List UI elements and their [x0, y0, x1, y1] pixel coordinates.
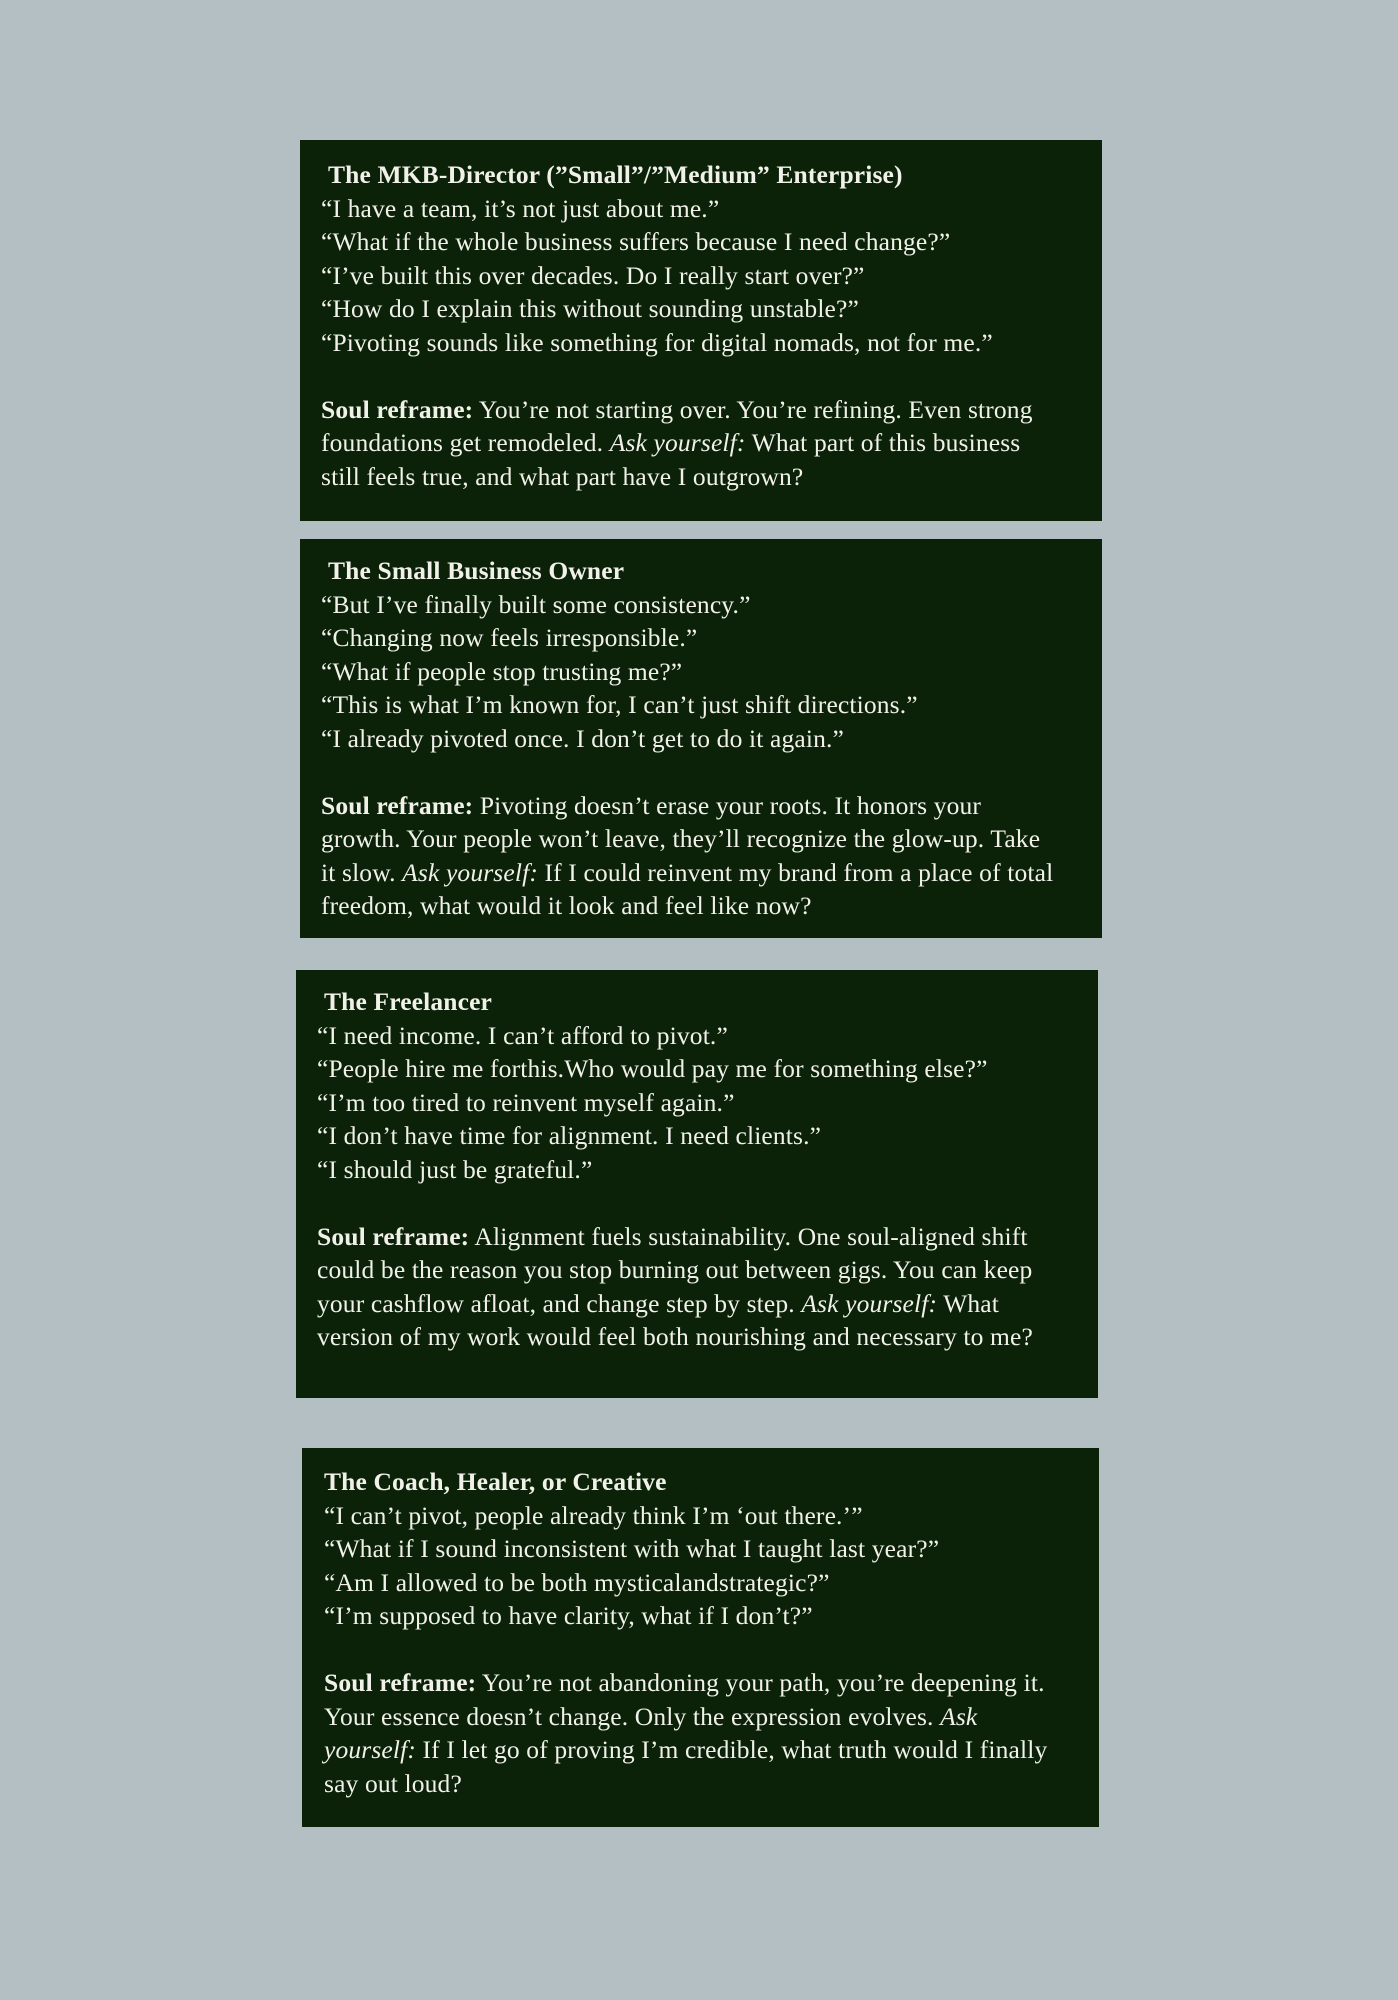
- quote-line: “I have a team, it’s not just about me.”: [321, 193, 720, 223]
- card-title: The MKB-Director (”Small”/”Medium” Enterprise): [328, 160, 903, 189]
- quote-line: “People hire me forthis.Who would pay me for something else?”: [317, 1054, 988, 1083]
- ask-yourself-label: Ask yourself:: [801, 1288, 938, 1318]
- card-title: The Freelancer: [324, 987, 493, 1016]
- quote-line: “This is what I’m known for, I can’t just shift directions.”: [321, 690, 918, 719]
- ask-yourself-text: What part of this business still feels true, and what part have I outgrown?: [321, 428, 1021, 491]
- quote-line: “I’m too tired to reinvent myself again.”: [317, 1087, 735, 1117]
- quote-line: “What if I sound inconsistent with what I taught last year?”: [324, 1534, 940, 1563]
- quote-line: “I need income. I can’t afford to pivot.”: [317, 1020, 728, 1050]
- card-small-business-owner: [300, 539, 1102, 938]
- card-title: The Coach, Healer, or Creative: [324, 1467, 667, 1496]
- reframe-text: Pivoting doesn’t erase your roots. It honors your growth. Your people won’t leave, they’ll recognize the glow-up. Take it slow.: [321, 790, 1041, 887]
- reframe-text: Alignment fuels sustainability. One soul-aligned shift could be the reason you stop burning out between gigs. You can keep your cashflow afloat, and change step by step.: [317, 1221, 1033, 1318]
- ask-yourself-label: Ask yourself:: [609, 428, 746, 457]
- quote-line: “What if people stop trusting me?”: [321, 656, 683, 686]
- quote-line: “I should just be grateful.”: [317, 1154, 593, 1184]
- reframe-label: Soul reframe:: [324, 1668, 477, 1697]
- ask-yourself-text: If I could reinvent my brand from a place of total freedom, what would it look and feel like now?: [321, 857, 1054, 920]
- ask-yourself-label: Ask yourself:: [324, 1701, 978, 1764]
- card-freelancer: [296, 970, 1098, 1398]
- soul-reframe: [324, 1666, 1074, 1800]
- quote-line: “I already pivoted once. I don’t get to do it again.”: [321, 723, 844, 753]
- reframe-label: Soul reframe:: [317, 1221, 470, 1251]
- reframe-label: Soul reframe:: [321, 790, 474, 820]
- quote-line: “Changing now feels irresponsible.”: [321, 623, 698, 652]
- quote-line: “But I’ve finally built some consistency.”: [321, 589, 751, 619]
- quote-line: “Pivoting sounds like something for digital nomads, not for me.”: [321, 327, 993, 357]
- card-title: The Small Business Owner: [328, 556, 625, 585]
- reframe-text: You’re not abandoning your path, you’re deepening it. Your essence doesn’t change. Only the expression evolves.: [324, 1668, 1045, 1731]
- reframe-label: Soul reframe:: [321, 394, 474, 424]
- soul-reframe: [317, 1220, 1077, 1354]
- quote-line: “How do I explain this without sounding unstable?”: [321, 294, 859, 323]
- ask-yourself-text: If I let go of proving I’m credible, what truth would I finally say out loud?: [324, 1735, 1048, 1798]
- quote-line: “What if the whole business suffers because I need change?”: [321, 227, 951, 256]
- quote-line: “I can’t pivot, people already think I’m ‘out there.’”: [324, 1500, 863, 1530]
- ask-yourself-text: What version of my work would feel both nourishing and necessary to me?: [317, 1288, 1033, 1351]
- quote-line: “I’ve built this over decades. Do I really start over?”: [321, 260, 865, 290]
- reframe-text: You’re not starting over. You’re refining. Even strong foundations get remodeled.: [321, 394, 1033, 457]
- card-mkb-director: [300, 140, 1102, 521]
- quote-line: “Am I allowed to be both mysticalandstrategic?”: [324, 1567, 830, 1597]
- soul-reframe: [321, 393, 1061, 494]
- quote-line: “I don’t have time for alignment. I need clients.”: [317, 1121, 822, 1150]
- ask-yourself-label: Ask yourself:: [402, 857, 538, 887]
- soul-reframe: [321, 789, 1061, 923]
- quote-line: “I’m supposed to have clarity, what if I don’t?”: [324, 1601, 813, 1630]
- card-coach-healer-creative: [302, 1448, 1099, 1827]
